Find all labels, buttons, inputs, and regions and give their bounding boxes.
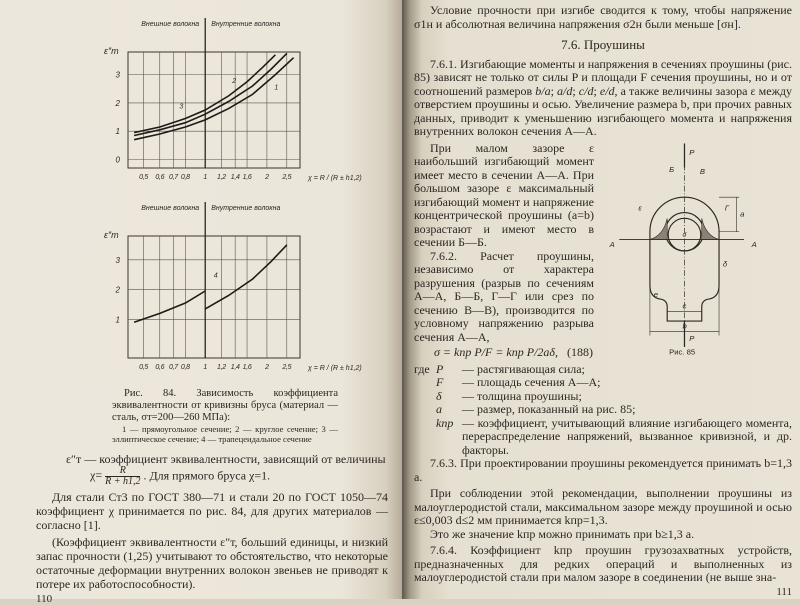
definition-row	[414, 376, 792, 390]
section-heading: 7.6. Проушины	[561, 37, 645, 52]
x-tick-label: 0,8	[180, 174, 190, 181]
x-tick-label: 0,6	[155, 364, 165, 371]
x-tick-label: 1	[203, 174, 208, 181]
definition-row	[414, 363, 792, 377]
fig85-label-G: Г	[724, 203, 729, 213]
para-7-6-1-text: 7.6.1. Изгибающие моменты и напряжения в сечениях проушины (рис. 85) зависят не только от силы P и площади F сечения проушины, но и от соотношений размеров	[414, 56, 792, 98]
def-text: — размер, показанный на рис. 85;	[462, 402, 636, 416]
para-7-6-1-cont: , а также величины зазора ε между отверстием проушины и осью. Увеличение размера b, при прочих равных данных, приводит к уменьшению изгибающего момента и напряжения внутренних волокон сечения А—А.	[414, 83, 792, 138]
y-tick-label: 1	[115, 315, 120, 325]
header-outer-fibres: Внешние волокна	[141, 205, 200, 212]
x-tick-label: 2,5	[282, 174, 292, 181]
fig85-label-a: a	[740, 208, 745, 218]
def-text: — площадь сечения А—А;	[462, 375, 601, 389]
y-tick-label: 3	[115, 255, 120, 265]
para-intro: Условие прочности при изгибе сводится к тому, чтобы напряжение σ1н и абсолютная величина напряжения σ2н были меньше [σн].	[414, 3, 792, 31]
def-symbol: P	[436, 361, 444, 376]
chi-num: R	[119, 465, 126, 476]
header-outer-fibres: Внешние волокна	[141, 21, 200, 28]
left-text-flow	[36, 388, 388, 605]
x-tick-label: 0,8	[180, 364, 190, 371]
fig85-label-b: b	[682, 321, 687, 331]
where-label: где	[414, 361, 430, 376]
x-tick-label: 0,5	[139, 174, 148, 181]
figure-85-lug-drawing	[600, 139, 792, 361]
formula-number: (188)	[567, 345, 594, 359]
chi-den: R + h1,2	[105, 476, 141, 487]
x-axis-label: χ = R / (R ± h1,2)	[308, 365, 362, 372]
definitions	[414, 363, 792, 458]
para-note: (Коэффициент эквивалентности ε″т, больший единицы, и низкий запас прочности (1,25) учитывают то обстоятельство, что некоторые остаточные деформации внутренних волокон звеньев не приводят к потере их работоспособности).	[36, 535, 388, 591]
x-tick-label: 2	[265, 364, 269, 371]
x-tick-label: 0,5	[139, 364, 148, 371]
def-symbol: a	[436, 402, 442, 416]
fig85-label-d: d	[682, 231, 687, 239]
x-tick-label: 0,7	[169, 174, 178, 181]
right-page	[402, 0, 800, 599]
ratio-b-a: b/a	[535, 83, 551, 98]
para-coefficient-text: ε″т — коэффициент эквивалентности, зависящий от величины	[66, 452, 386, 466]
definition-row	[414, 390, 792, 404]
para-small-gap: При малом зазоре ε наибольший изгибающий момент имеет место в сечении А—А. При большом зазоре ε максимальный изгибающий момент и напряжение концентрической проушины (a=b) возрастают и имеют место в сечении Б—Б.	[414, 140, 594, 249]
curve-label: 4	[213, 272, 218, 280]
def-text: — толщина проушины;	[462, 388, 582, 403]
chart-fig84-bottom	[0, 198, 402, 386]
para-same-value: Это же значение kпр можно принимать при b≥1,3 a.	[430, 526, 695, 541]
x-tick-label: 1,2	[217, 364, 226, 371]
x-tick-label: 1,6	[242, 174, 252, 181]
def-symbol: F	[436, 375, 444, 389]
ratio-a-d: a/d	[557, 83, 573, 98]
x-tick-label: 0,7	[169, 364, 178, 371]
x-tick-label: 2	[265, 174, 269, 181]
definition-row	[414, 403, 792, 417]
y-tick-label: 3	[115, 70, 120, 80]
def-symbol: kпр	[436, 415, 454, 430]
curve-label: 2	[232, 77, 237, 85]
curve-label: 3	[179, 103, 184, 111]
series-curve-4	[134, 291, 205, 322]
x-tick-label: 1,4	[230, 174, 240, 181]
fig85-label-V: В	[699, 166, 705, 176]
fig85-label-eps: ε	[638, 203, 642, 213]
x-tick-label: 1	[203, 364, 208, 371]
header-inner-fibres: Внутренние волокна	[211, 21, 281, 28]
para-recommendation: При соблюдении этой рекомендации, выполнении проушины из малоуглеродистой стали, максимальном зазоре между проушиной и осью ε≤0,003 d≤2 мм принимается kпр=1,3.	[414, 486, 792, 527]
x-tick-label: 1,2	[217, 174, 226, 181]
y-tick-label: 1	[115, 127, 120, 137]
para-steel: Для стали Ст3 по ГОСТ 380—71 и стали 20 по ГОСТ 1050—74 коэффициент χ принимается по рис. 84, для других материалов — согласно [1].	[36, 490, 388, 532]
fig85-label-A-right: А	[751, 239, 757, 249]
fig85-label-e: e	[653, 289, 659, 299]
plot-frame	[128, 236, 300, 358]
para-7-6-4: 7.6.4. Коэффициент kпр проушин грузозахватных устройств, предназначенных для редких операций и выполненных из малоуглеродистой стали при малом зазоре в соединении (не выше зна-	[414, 543, 792, 584]
para-7-6-3: 7.6.3. При проектировании проушины рекомендуется принимать b=1,3 a.	[414, 456, 792, 484]
ratio-e-d: e/d	[599, 83, 615, 98]
para-coefficient	[36, 452, 388, 487]
y-tick-label: 2	[115, 285, 120, 295]
para-7-6-1: 7.6.1. Изгибающие моменты и напряжения в сечениях проушины (рис. 85) зависят не только от силы P и площади F сечения проушины, но и от соотношений размеров b/a; a/d; c/d; e/d, а также величины зазора ε между отверстием проушины и осью. Увеличение размера b, при прочих равных данных, приводит к уменьшению изгибающего момента и напряжения внутренних волокон сечения А—А.	[414, 56, 792, 138]
chi-label: χ=	[90, 468, 103, 483]
figure-84-caption: Рис. 84. Зависимость коэффициента эквивалентности от кривизны бруса (материал — сталь, σт=200—260 МПа):	[112, 388, 338, 423]
figure-84-legend: 1 — прямоугольное сечение; 2 — круглое сечение; 3 — эллиптическое сечение; 4 — трапецеидальное сечение	[112, 424, 338, 444]
chart-fig84-top	[0, 0, 402, 198]
fig85-label-P-top: P	[689, 147, 695, 157]
y-tick-label: 0	[115, 155, 120, 165]
x-tick-label: 0,6	[155, 174, 165, 181]
y-tick-label: 2	[115, 98, 120, 108]
curve-label: 1	[274, 84, 279, 92]
header-inner-fibres: Внутренние волокна	[211, 205, 281, 212]
figure-85	[600, 139, 792, 361]
page-number-right: 111	[776, 585, 792, 598]
figure-84-caption-block	[36, 388, 338, 444]
x-tick-label: 1,4	[230, 364, 240, 371]
formula-text: σ = kпр P/F = kпр P/2aδ,	[434, 345, 559, 359]
def-text: — коэффициент, учитывающий влияние изгибающего момента, перераспределение напряжений, вызванное кривизной, и др. факторы.	[462, 415, 792, 457]
para-7-6-2: 7.6.2. Расчет проушины, независимо от характера разрушения (разрыв по сечениям А—А, Б—Б, Г—Г или срез по сечению В—В), производится по условному напряжению разрыва сечения А—А,	[414, 248, 594, 344]
para-coefficient-end: . Для прямого бруса χ=1.	[143, 468, 271, 483]
page-number-left: 110	[36, 593, 53, 605]
fig85-label-delta: δ	[722, 258, 728, 268]
figure-85-caption: Рис. 85	[669, 347, 696, 357]
x-tick-label: 1,6	[242, 364, 252, 371]
def-text: — растягивающая сила;	[462, 361, 585, 376]
right-text-flow	[414, 4, 792, 598]
fig85-label-P-bottom: P	[689, 333, 695, 343]
fig85-label-c: c	[682, 301, 687, 311]
chi-fraction	[105, 466, 140, 487]
def-symbol: δ	[436, 388, 442, 403]
y-axis-label: ε″т	[104, 230, 119, 240]
fig85-label-B: Б	[669, 164, 675, 174]
definition-row	[414, 417, 792, 458]
ratio-c-d: c/d	[578, 83, 594, 98]
x-axis-label: χ = R / (R ± h1,2)	[308, 175, 362, 182]
fig85-label-A-left: А	[609, 239, 615, 249]
y-axis-label: ε″т	[104, 46, 119, 56]
x-tick-label: 2,5	[282, 364, 292, 371]
